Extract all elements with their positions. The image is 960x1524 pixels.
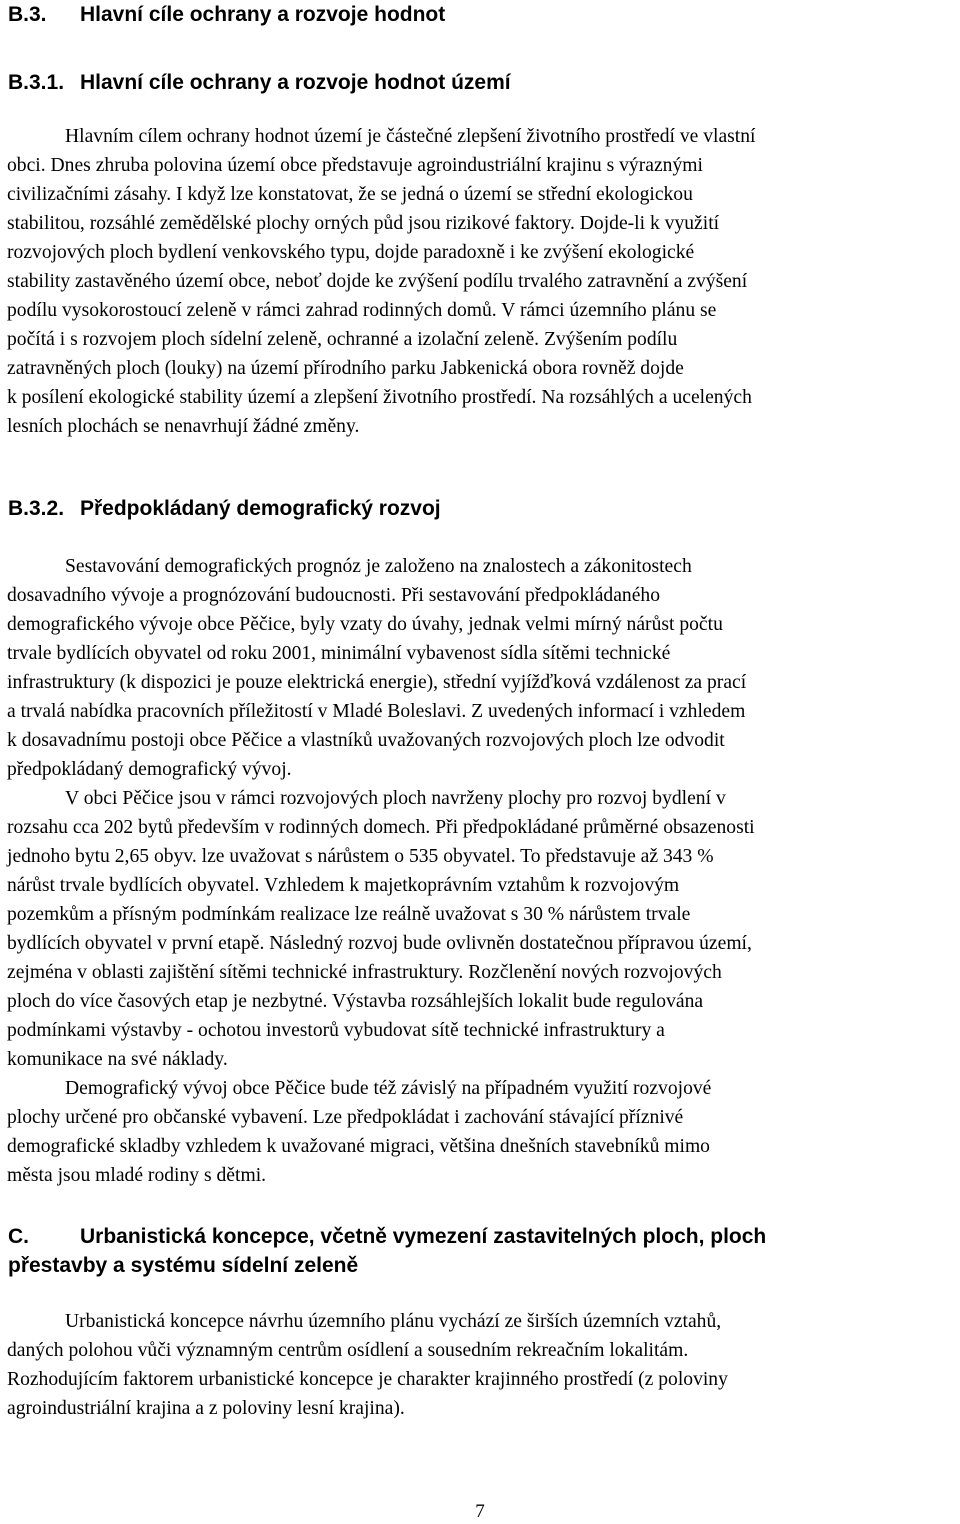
text-line: předpokládaný demografický vývoj.: [7, 759, 292, 780]
text-line: rozvojových ploch bydlení venkovského typu, dojde paradoxně i ke zvýšení ekologické: [7, 242, 695, 263]
text-line: Demografický vývoj obce Pěčice bude též závislý na případném využití rozvojové: [65, 1078, 712, 1099]
section-heading-b31: [8, 68, 511, 97]
text-line: demografického vývoje obce Pěčice, byly vzaty do úvahy, jednak velmi mírný nárůst počtu: [7, 614, 723, 635]
paragraph-b31: [7, 122, 755, 441]
text-line: a trvalá nabídka pracovních příležitostí v Mladé Boleslavi. Z uvedených informací i vzhledem: [7, 701, 746, 722]
text-line: zejména v oblasti zajištění sítěmi technické infrastruktury. Rozčlenění nových rozvojových: [7, 962, 722, 983]
section-heading-b32: [8, 494, 441, 523]
text-line: Hlavním cílem ochrany hodnot území je částečné zlepšení životního prostředí ve vlastní: [65, 126, 756, 147]
text-line: agroindustriální krajina a z poloviny lesní krajina).: [7, 1398, 405, 1419]
section-heading-c: [8, 1222, 766, 1280]
text-line: podmínkami výstavby - ochotou investorů vybudovat sítě technické infrastruktury a: [7, 1020, 665, 1041]
section-title-line-1: Urbanistická koncepce, včetně vymezení zastavitelných ploch, ploch: [80, 1225, 767, 1248]
section-title: Hlavní cíle ochrany a rozvoje hodnot: [80, 3, 446, 26]
text-line: podílu vysokorostoucí zeleně v rámci zahrad rodinných domů. V rámci územního plánu se: [7, 300, 717, 321]
section-title: Hlavní cíle ochrany a rozvoje hodnot území: [80, 71, 511, 94]
section-title-line-2: přestavby a systému sídelní zeleně: [8, 1254, 359, 1277]
text-line: k posílení ekologické stability území a zlepšení životního prostředí. Na rozsáhlých a ucelených: [7, 387, 752, 408]
section-number: B.3.: [8, 3, 47, 26]
text-line: Rozhodujícím faktorem urbanistické koncepce je charakter krajinného prostředí (z poloviny: [7, 1369, 728, 1390]
section-number: B.3.2.: [8, 497, 65, 520]
text-line: stability zastavěného území obce, neboť dojde ke zvýšení podílu trvalého zatravnění a zvýšení: [7, 271, 748, 292]
text-line: plochy určené pro občanské vybavení. Lze předpokládat i zachování stávající příznivé: [7, 1107, 684, 1128]
text-line: daných polohou vůči významným centrům osídlení a sousedním rekreačním lokalitám.: [7, 1340, 689, 1361]
text-line: Urbanistická koncepce návrhu územního plánu vychází ze širších územních vztahů,: [65, 1311, 722, 1332]
text-line: zatravněných ploch (louky) na území přírodního parku Jabkenická obora rovněž dojde: [7, 358, 684, 379]
text-line: k dosavadnímu postoji obce Pěčice a vlastníků uvažovaných rozvojových ploch lze odvodit: [7, 730, 725, 751]
text-line: jednoho bytu 2,65 obyv. lze uvažovat s nárůstem o 535 obyvatel. To představuje až 343 %: [7, 846, 714, 867]
text-line: demografické skladby vzhledem k uvažované migraci, většina dnešních stavebníků mimo: [7, 1136, 710, 1157]
text-line: stabilitou, rozsáhlé zemědělské plochy orných půd jsou rizikové faktory. Dojde-li k využití: [7, 213, 720, 234]
paragraph-c: [7, 1307, 728, 1423]
page-number: 7: [475, 1501, 485, 1522]
text-line: počítá i s rozvojem ploch sídelní zeleně, ochranné a izolační zeleně. Zvýšením podílu: [7, 329, 678, 350]
text-line: nárůst trvale bydlících obyvatel. Vzhledem k majetkoprávním vztahům k rozvojovým: [7, 875, 680, 896]
text-line: obci. Dnes zhruba polovina území obce představuje agroindustriální krajinu s výraznými: [7, 155, 703, 176]
text-line: lesních plochách se nenavrhují žádné změny.: [7, 416, 360, 437]
paragraph-b32: [7, 552, 755, 1190]
text-line: města jsou mladé rodiny s dětmi.: [7, 1165, 267, 1186]
text-line: Sestavování demografických prognóz je založeno na znalostech a zákonitostech: [65, 556, 692, 577]
text-line: pozemkům a přísným podmínkám realizace lze reálně uvažovat s 30 % nárůstem trvale: [7, 904, 691, 925]
text-line: rozsahu cca 202 bytů především v rodinných domech. Při předpokládané průměrné obsazenosti: [7, 817, 755, 838]
section-heading-b3: [8, 0, 445, 29]
section-number: B.3.1.: [8, 71, 65, 94]
text-line: infrastruktury (k dispozici je pouze elektrická energie), střední vyjížďková vzdálenost za prací: [7, 672, 747, 693]
section-number: C.: [8, 1225, 29, 1248]
text-line: ploch do více časových etap je nezbytné. Výstavba rozsáhlejších lokalit bude regulována: [7, 991, 704, 1012]
text-line: civilizačními zásahy. I když lze konstatovat, že se jedná o území se střední ekologickou: [7, 184, 693, 205]
text-line: dosavadního vývoje a prognózování budoucnosti. Při sestavování předpokládaného: [7, 585, 660, 606]
text-line: V obci Pěčice jsou v rámci rozvojových ploch navrženy plochy pro rozvoj bydlení v: [65, 788, 726, 809]
section-title: Předpokládaný demografický rozvoj: [80, 497, 441, 520]
text-line: bydlících obyvatel v první etapě. Následný rozvoj bude ovlivněn dostatečnou přípravou území,: [7, 933, 752, 954]
text-line: trvale bydlících obyvatel od roku 2001, minimální vybavenost sídla sítěmi technické: [7, 643, 671, 664]
text-line: komunikace na své náklady.: [7, 1049, 228, 1070]
